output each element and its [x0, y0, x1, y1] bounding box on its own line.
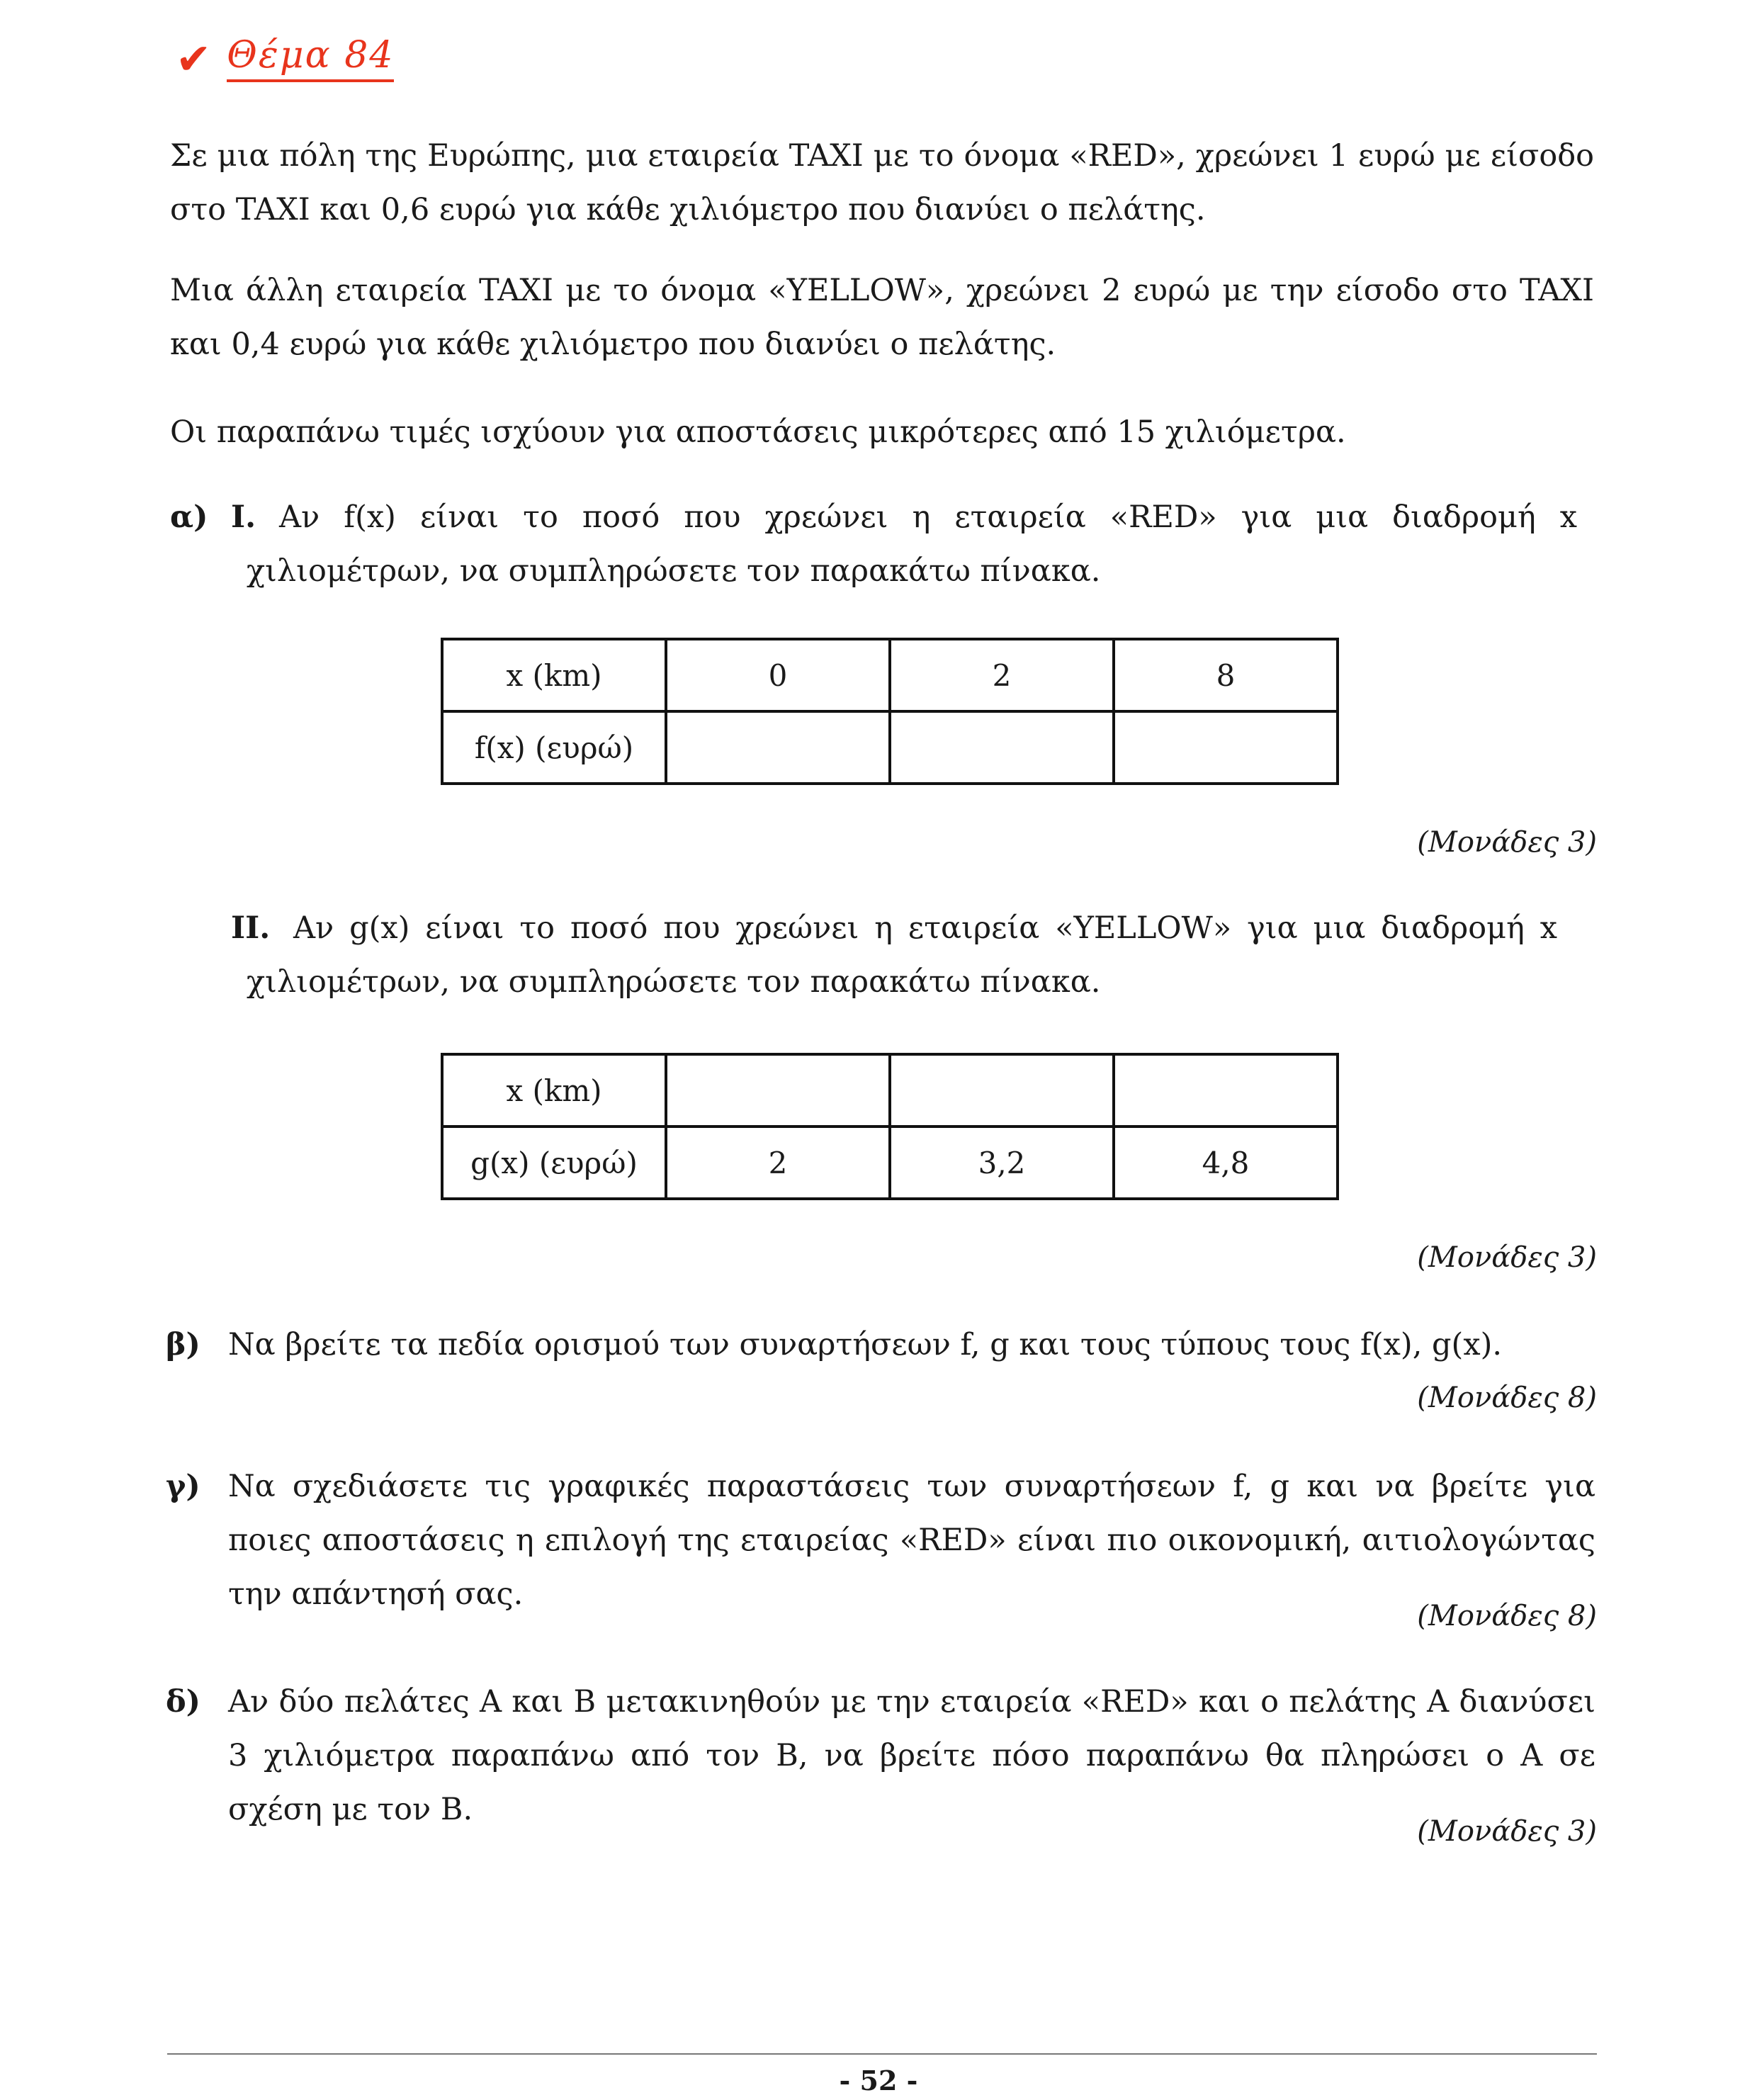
table-row [442, 1054, 1338, 1127]
table-row [442, 1127, 1338, 1199]
page-number: - 52 - [839, 2065, 918, 2096]
table-cell: 0 [666, 639, 890, 711]
table-g [441, 1053, 1339, 1200]
intro-paragraph-limit: Οι παραπάνω τιμές ισχύουν για αποστάσεις μικρότερες από 15 χιλιόμετρα. [170, 414, 1346, 450]
part-a-ii-marks: (Μονάδες 3) [1417, 1241, 1597, 1274]
table-cell: 4,8 [1114, 1127, 1338, 1199]
part-a-ii-text: Αν g(x) είναι το ποσό που χρεώνει η εταιρεία «YELLOW» για μια διαδρομή x χιλιομέτρων, να συμπληρώσετε τον παρακάτω πίνακα. [247, 910, 1557, 1000]
table-cell: 8 [1114, 639, 1338, 711]
table-cell-empty [666, 711, 890, 784]
table-cell: f(x) (ευρώ) [442, 711, 666, 784]
table-row [442, 711, 1338, 784]
table-cell: g(x) (ευρώ) [442, 1127, 666, 1199]
part-d-label: δ) [166, 1684, 201, 1720]
part-c-text: Να σχεδιάσετε τις γραφικές παραστάσεις των συναρτήσεων f, g και να βρείτε για ποιες αποστάσεις η επιλογή της εταιρείας «RED» είναι πιο οικονομική, αιτιολογώντας την απάντησή σας. [228, 1469, 1595, 1612]
part-b-label: β) [166, 1327, 200, 1362]
part-a-label: α) [170, 499, 208, 535]
table-row [442, 639, 1338, 711]
table-cell: x (km) [442, 1054, 666, 1127]
part-c-marks: (Μονάδες 8) [1417, 1600, 1597, 1632]
part-d-marks: (Μονάδες 3) [1417, 1815, 1597, 1848]
table-cell-empty [666, 1054, 890, 1127]
part-c-label: γ) [166, 1469, 200, 1504]
topic-heading [176, 31, 394, 88]
topic-title: Θέμα 84 [227, 37, 394, 82]
intro-paragraph-yellow: Μια άλλη εταιρεία TAXI με το όνομα «YELLOW», χρεώνει 2 ευρώ με την είσοδο στο TAXI και 0,4 ευρώ για κάθε χιλιόμετρο που διανύει ο πελάτης. [170, 273, 1594, 362]
part-d-text: Αν δύο πελάτες Α και Β μετακινηθούν με την εταιρεία «RED» και ο πελάτης Α διανύσει 3 χιλιόμετρα παραπάνω από τον Β, να βρείτε πόσο παραπάνω θα πληρώσει ο Α σε σχέση με τον Β. [228, 1684, 1595, 1827]
table-f [441, 638, 1339, 785]
part-a-i-label: I. [231, 499, 256, 535]
part-a-i-text: Αν f(x) είναι το ποσό που χρεώνει η εταιρεία «RED» για μια διαδρομή x χιλιομέτρων, να συμπληρώσετε τον παρακάτω πίνακα. [247, 499, 1577, 589]
table-cell: 2 [890, 639, 1114, 711]
footer-divider [167, 2053, 1597, 2055]
intro-paragraph-red: Σε μια πόλη της Ευρώπης, μια εταιρεία TAXI με το όνομα «RED», χρεώνει 1 ευρώ με είσοδο στο TAXI και 0,6 ευρώ για κάθε χιλιόμετρο που διανύει ο πελάτης. [170, 138, 1594, 227]
table-cell-empty [1114, 711, 1338, 784]
check-icon: ✔ [176, 35, 212, 84]
table-cell: 3,2 [890, 1127, 1114, 1199]
table-cell-empty [890, 711, 1114, 784]
part-a-i-marks: (Μονάδες 3) [1417, 826, 1597, 859]
table-cell: 2 [666, 1127, 890, 1199]
part-b-marks: (Μονάδες 8) [1417, 1382, 1597, 1414]
part-a-ii-label: II. [231, 910, 271, 946]
part-b-text: Να βρείτε τα πεδία ορισμού των συναρτήσεων f, g και τους τύπους τους f(x), g(x). [228, 1327, 1503, 1362]
table-cell: x (km) [442, 639, 666, 711]
table-cell-empty [890, 1054, 1114, 1127]
table-cell-empty [1114, 1054, 1338, 1127]
